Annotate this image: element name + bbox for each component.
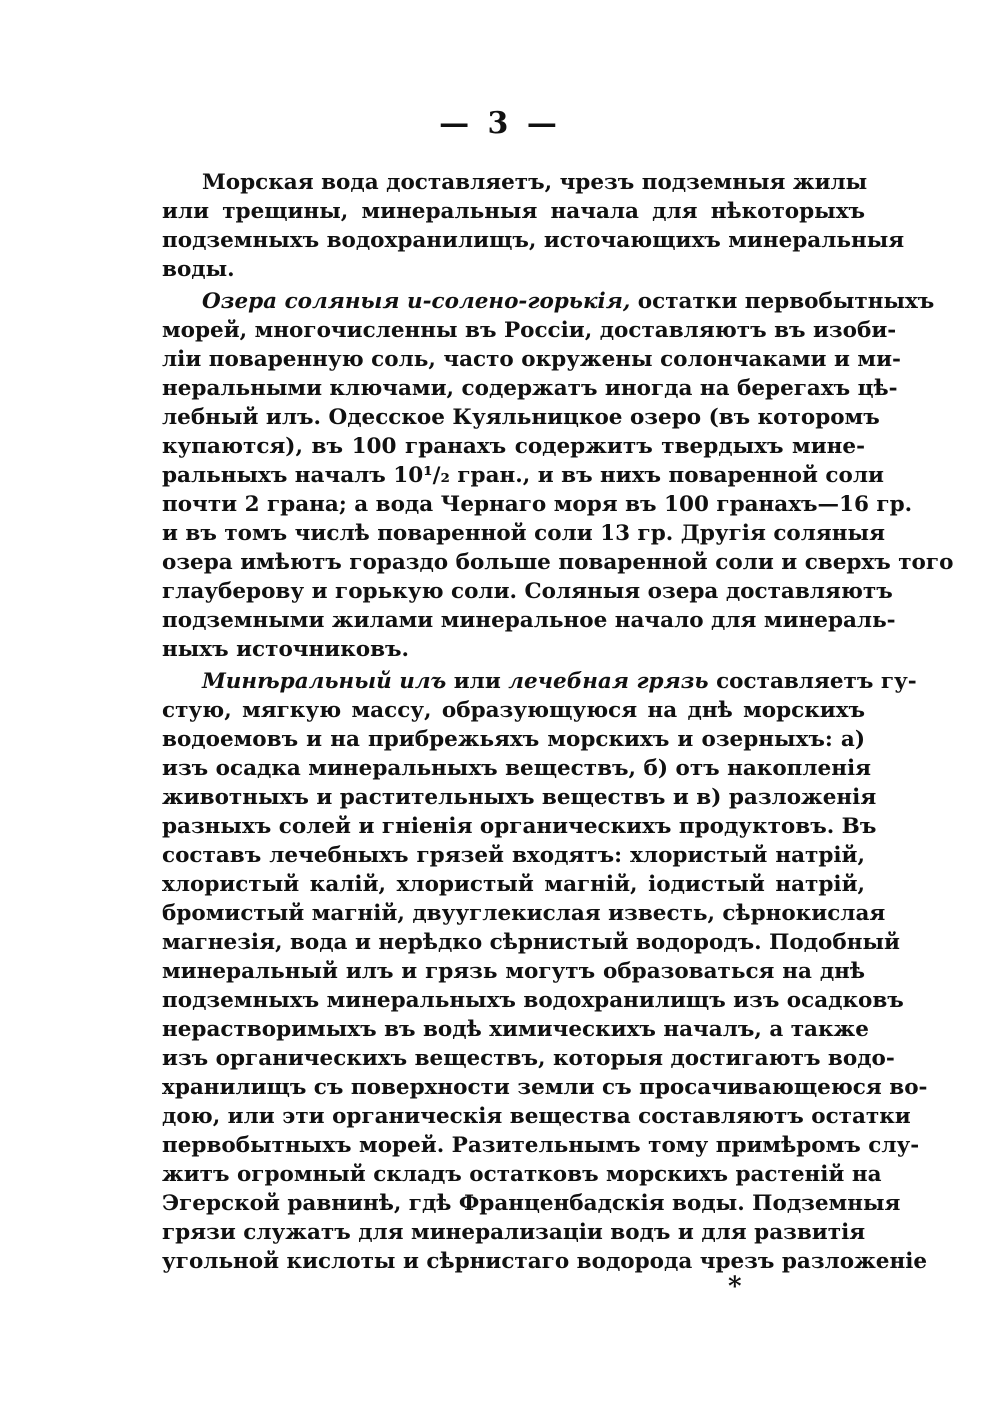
text-line xyxy=(162,870,865,899)
line-text: водоемовъ и на прибрежьяхъ морскихъ и озерныхъ: а) xyxy=(162,727,865,752)
line-text: и въ томъ числѣ поваренной соли 13 гр. Другія соляныя xyxy=(162,521,885,546)
line-text: минеральный илъ и грязь могутъ образоваться на днѣ xyxy=(162,959,865,984)
text-line xyxy=(162,1218,865,1247)
text-line xyxy=(162,345,901,374)
line-text: животныхъ и растительныхъ веществъ и в) разложенія xyxy=(162,785,877,810)
line-text: хлористый калій, хлористый магній, іодистый натрій, xyxy=(162,872,865,897)
text-line xyxy=(162,432,865,461)
paragraph xyxy=(162,287,954,664)
paragraph xyxy=(162,168,905,284)
text-line xyxy=(162,548,954,577)
text-line xyxy=(162,255,865,284)
line-text: изъ осадка минеральныхъ веществъ, б) отъ накопленія xyxy=(162,756,872,781)
text-line xyxy=(162,725,865,754)
text-line xyxy=(162,197,865,226)
italic-term: Озера соляныя и-солено-горькія, xyxy=(202,289,631,314)
line-text: магнезія, вода и нерѣдко сѣрнистый водородъ. Подобный xyxy=(162,930,900,955)
text-line xyxy=(162,1102,911,1131)
text-line xyxy=(162,168,868,197)
text-line xyxy=(162,226,905,255)
line-text: подземными жилами минеральное начало для минераль- xyxy=(162,608,896,633)
line-text: озера имѣютъ гораздо больше поваренной соли и сверхъ того xyxy=(162,550,954,575)
text-line xyxy=(162,1044,895,1073)
text-line xyxy=(162,899,886,928)
line-text: грязи служатъ для минерализаціи водъ и для развитія xyxy=(162,1220,866,1245)
text-line xyxy=(162,1131,920,1160)
text-line xyxy=(162,635,865,664)
body-text xyxy=(162,168,954,1276)
text-line xyxy=(162,667,917,696)
text-line xyxy=(162,696,865,725)
line-text: подземныхъ минеральныхъ водохранилищъ изъ осадковъ xyxy=(162,988,904,1013)
italic-term: лечебная грязь xyxy=(508,669,709,694)
page-number: — 3 — xyxy=(439,106,561,141)
line-text: воды. xyxy=(162,257,235,282)
line-text: дою, или эти органическія вещества составляютъ остатки xyxy=(162,1104,911,1129)
text-line xyxy=(162,403,880,432)
line-text: морей, многочисленны въ Россіи, доставляютъ въ изоби- xyxy=(162,318,897,343)
line-text: стую, мягкую массу, образующуюся на днѣ морскихъ xyxy=(162,698,865,723)
text-line xyxy=(162,606,896,635)
italic-term: Минѣральный илъ xyxy=(202,669,447,694)
line-text: купаются), въ 100 гранахъ содержитъ твердыхъ мине- xyxy=(162,434,865,459)
line-text: ральныхъ началъ 10¹/₂ гран., и въ нихъ поваренной соли xyxy=(162,463,884,488)
text-line xyxy=(162,928,900,957)
line-text: ныхъ источниковъ. xyxy=(162,637,409,662)
line-text: составляетъ гу- xyxy=(708,669,917,694)
line-text: глауберову и горькую соли. Соляныя озера доставляютъ xyxy=(162,579,893,604)
line-text: подземныхъ водохранилищъ, источающихъ минеральныя xyxy=(162,228,905,253)
line-text: Морская вода доставляетъ, чрезъ подземныя жилы xyxy=(202,170,868,195)
text-line xyxy=(162,1247,928,1276)
line-text: первобытныхъ морей. Разительнымъ тому примѣромъ слу- xyxy=(162,1133,920,1158)
text-line xyxy=(162,577,893,606)
line-text: житъ огромный складъ остатковъ морскихъ растеній на xyxy=(162,1162,882,1187)
line-text: угольной кислоты и сѣрнистаго водорода чрезъ разложеніе xyxy=(162,1249,928,1274)
text-line xyxy=(162,287,935,316)
text-line xyxy=(162,519,885,548)
line-text: изъ органическихъ веществъ, которыя достигаютъ водо- xyxy=(162,1046,895,1071)
line-text: ліи поваренную соль, часто окружены солончаками и ми- xyxy=(162,347,901,372)
text-line xyxy=(162,461,884,490)
text-line xyxy=(162,841,865,870)
line-text: составъ лечебныхъ грязей входятъ: хлористый натрій, xyxy=(162,843,865,868)
text-line xyxy=(162,490,913,519)
line-text: Эгерской равнинѣ, гдѣ Франценбадскія воды. Подземныя xyxy=(162,1191,901,1216)
line-text: или xyxy=(446,669,509,694)
text-line xyxy=(162,957,865,986)
text-line xyxy=(162,1015,869,1044)
line-text: хранилищъ съ поверхности земли съ просачивающеюся во- xyxy=(162,1075,928,1100)
text-line xyxy=(162,1189,901,1218)
text-line xyxy=(162,374,898,403)
text-line xyxy=(162,1073,928,1102)
line-text: или трещины, минеральныя начала для нѣкоторыхъ xyxy=(162,199,865,224)
line-text: неральными ключами, содержатъ иногда на берегахъ цѣ- xyxy=(162,376,898,401)
text-line xyxy=(162,1160,882,1189)
text-line xyxy=(162,754,872,783)
paragraph xyxy=(162,667,928,1276)
line-text: лебный илъ. Одесское Куяльницкое озеро (въ которомъ xyxy=(162,405,880,430)
text-line xyxy=(162,812,877,841)
line-text: нерастворимыхъ въ водѣ химическихъ началъ, а также xyxy=(162,1017,869,1042)
text-line xyxy=(162,986,904,1015)
line-text: почти 2 грана; а вода Чернаго моря въ 100 гранахъ—16 гр. xyxy=(162,492,913,517)
line-text: разныхъ солей и гніенія органическихъ продуктовъ. Въ xyxy=(162,814,877,839)
line-text: бромистый магній, двууглекислая известь, сѣрнокислая xyxy=(162,901,886,926)
line-text: остатки первобытныхъ xyxy=(630,289,935,314)
text-line xyxy=(162,783,877,812)
text-line xyxy=(162,316,897,345)
signature-mark: * xyxy=(728,1272,742,1302)
